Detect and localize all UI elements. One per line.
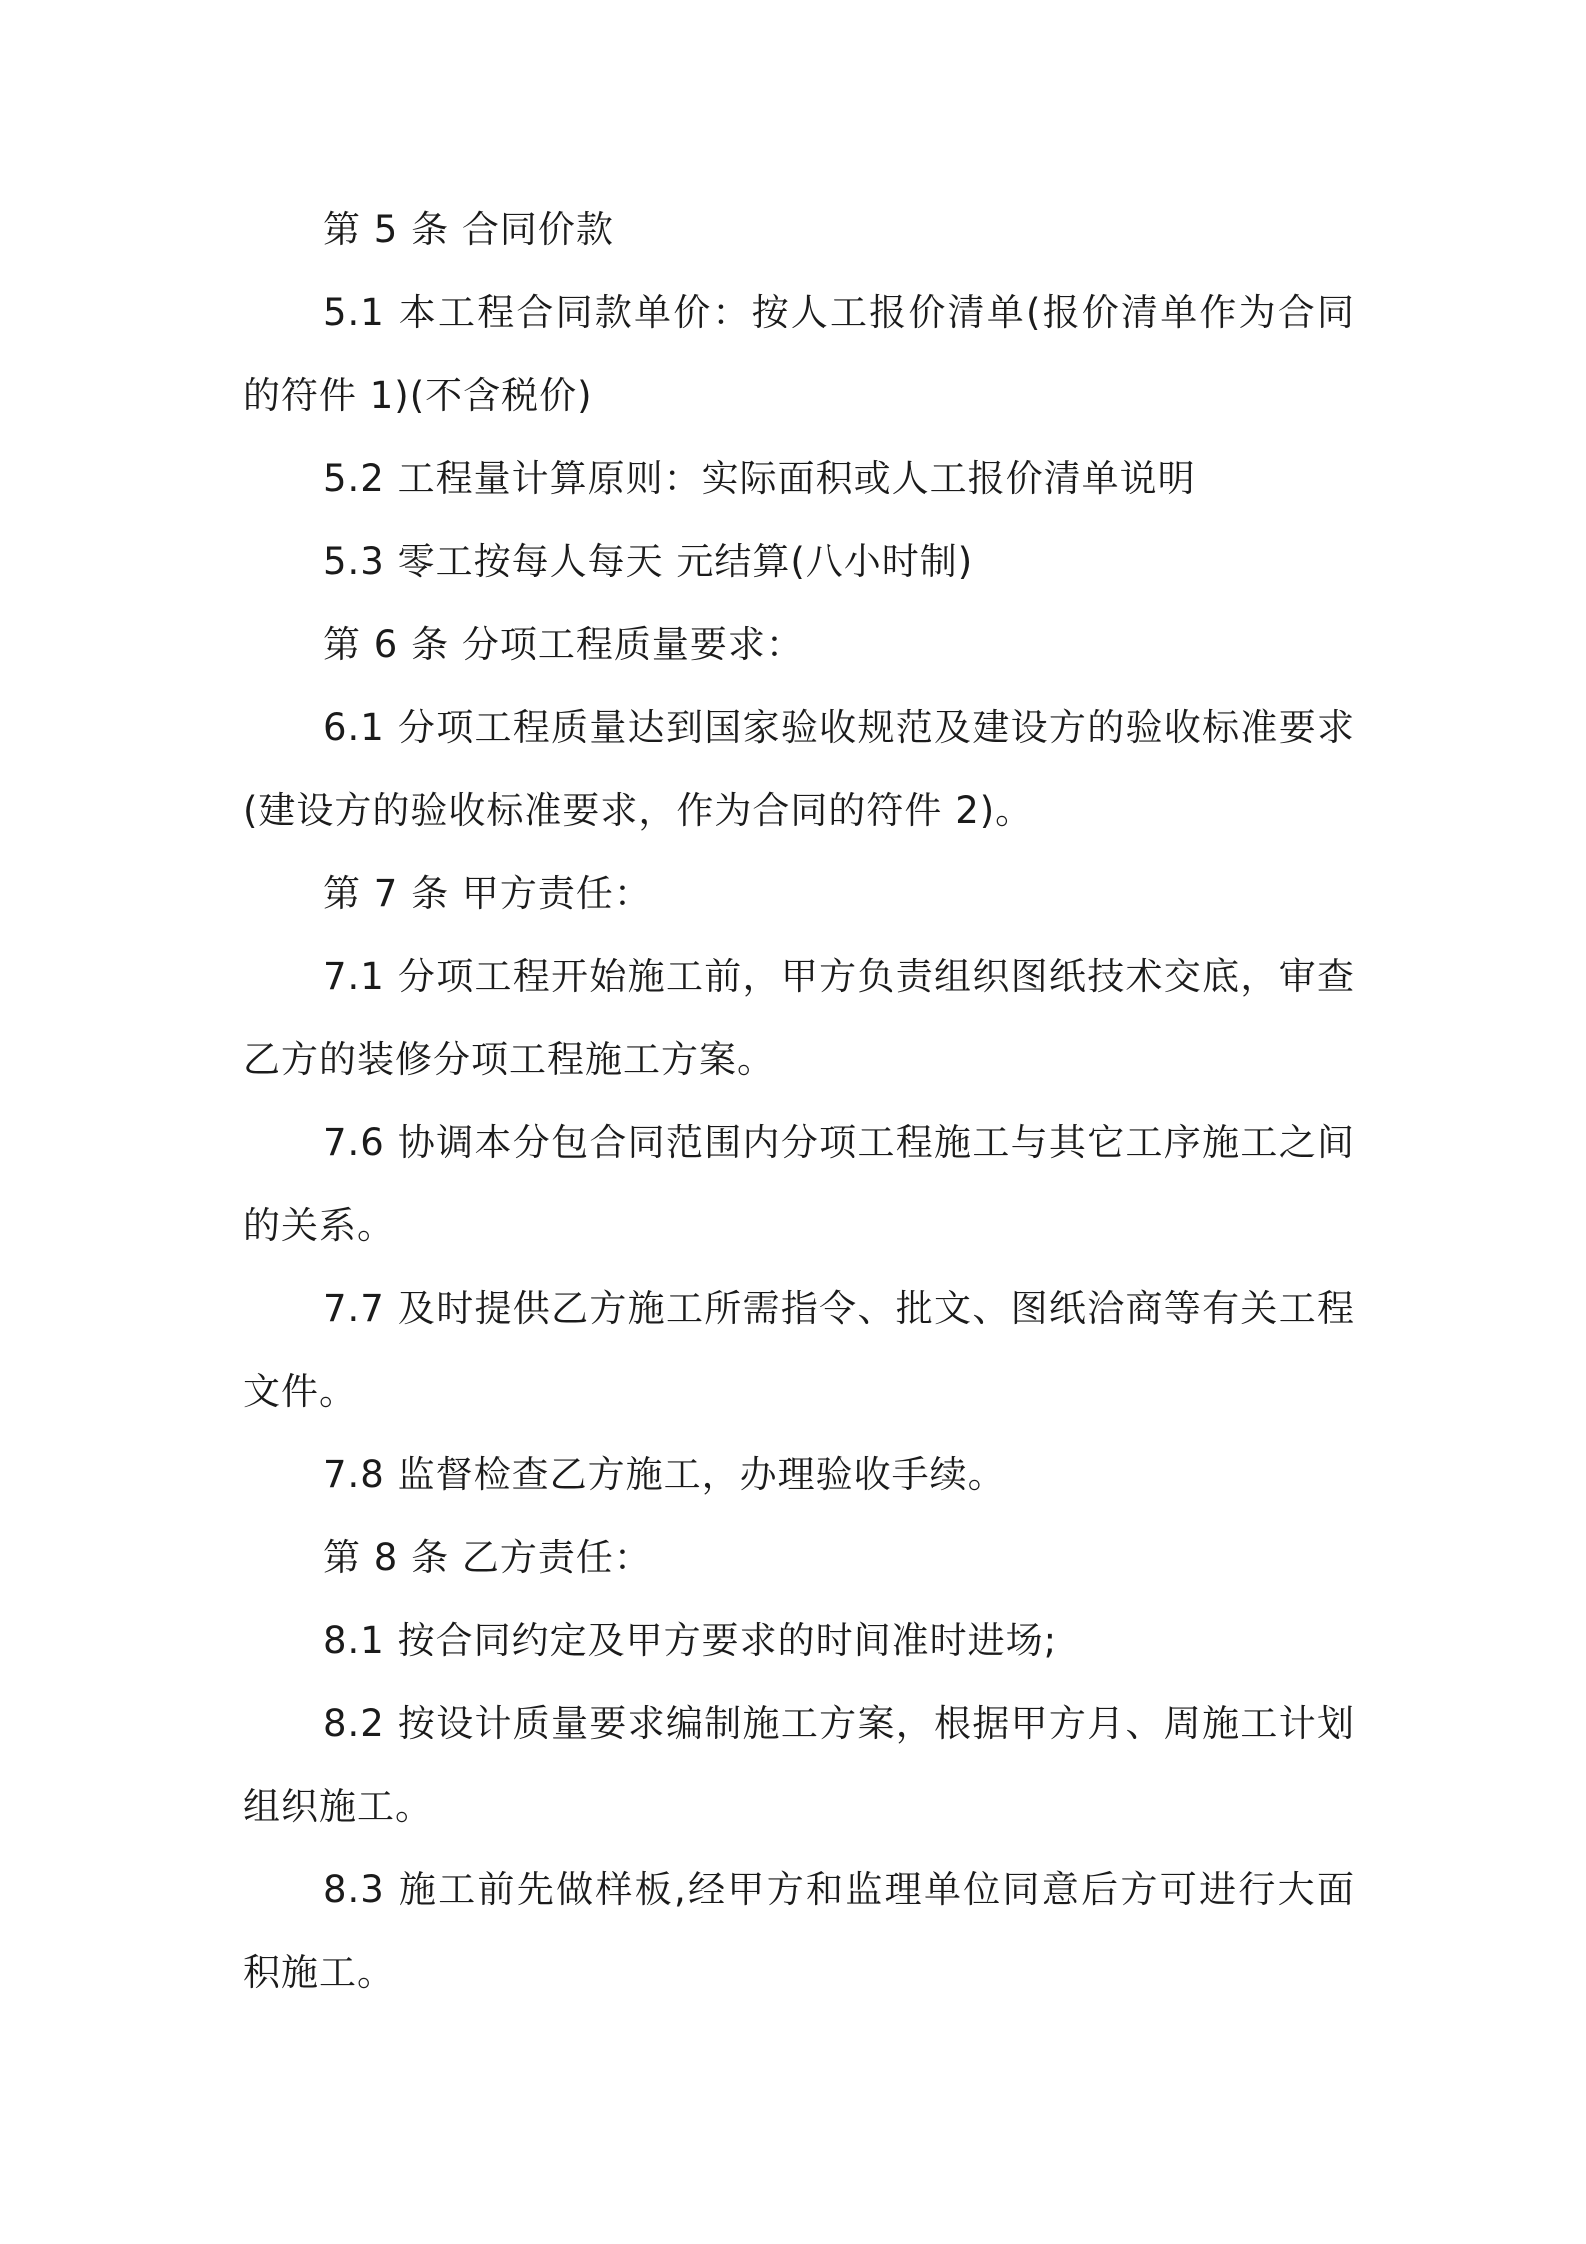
clause-8-1: 8.1 按合同约定及甲方要求的时间准时进场; <box>323 1619 1058 1662</box>
clause-7-8: 7.8 监督检查乙方施工，办理验收手续。 <box>323 1453 1006 1496</box>
article-6-heading: 第 6 条 分项工程质量要求： <box>323 623 804 666</box>
clause-8-2: 8.2 按设计质量要求编制施工方案，根据甲方月、周施工计划组织施工。 <box>243 1702 1355 1828</box>
article-7-heading: 第 7 条 甲方责任： <box>323 872 652 915</box>
clause-5-1: 5.1 本工程合同款单价：按人工报价清单(报价清单作为合同的符件 1)(不含税价) <box>243 291 1355 417</box>
clause-6-1: 6.1 分项工程质量达到国家验收规范及建设方的验收标准要求(建设方的验收标准要求，作为合同的符件 2)。 <box>243 706 1355 832</box>
article-5-heading: 第 5 条 合同价款 <box>323 208 614 251</box>
clause-7-1: 7.1 分项工程开始施工前，甲方负责组织图纸技术交底，审查乙方的装修分项工程施工方案。 <box>243 955 1355 1081</box>
article-8-heading: 第 8 条 乙方责任： <box>323 1536 652 1579</box>
clause-8-3: 8.3 施工前先做样板,经甲方和监理单位同意后方可进行大面积施工。 <box>243 1868 1355 1994</box>
clause-7-7: 7.7 及时提供乙方施工所需指令、批文、图纸洽商等有关工程文件。 <box>243 1287 1355 1413</box>
clause-7-6: 7.6 协调本分包合同范围内分项工程施工与其它工序施工之间的关系。 <box>243 1121 1355 1247</box>
clause-5-3: 5.3 零工按每人每天 元结算(八小时制) <box>323 540 974 583</box>
clause-5-2: 5.2 工程量计算原则：实际面积或人工报价清单说明 <box>323 457 1196 500</box>
document-body <box>243 188 1355 2014</box>
